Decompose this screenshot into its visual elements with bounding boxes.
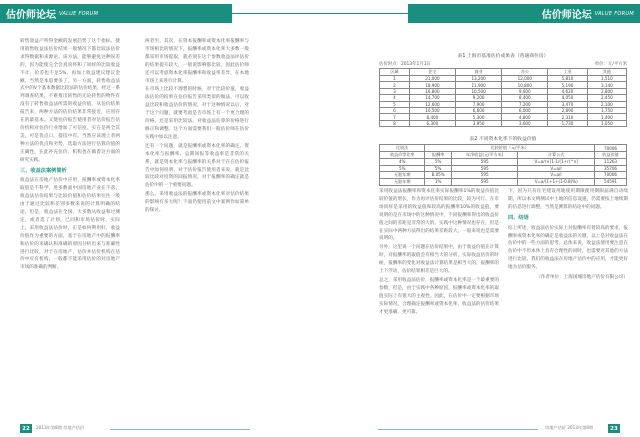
table1-cell: 6,000	[502, 107, 548, 113]
footer-rule-right	[378, 429, 538, 430]
table1-col-header: 工业	[548, 69, 587, 76]
header-right-title: 估价师论坛	[541, 10, 592, 21]
footer-rule-left	[110, 429, 250, 430]
table1-cell: 3	[380, 88, 410, 94]
table1-cell: 5,810	[548, 76, 587, 82]
table1-cell: 1,050	[587, 120, 626, 126]
body-paragraph: 采用收益法报酬率和资本化率实际报酬率1%的收益价值比较价值的增长，作为再评估价结果的比较，较为可行。在市场同样是采用的收益值和较高的报酬率10%的收益值，要说明的是在市场中的这种情况中，不同报酬率得出的收益价值之间的差距是非常的大的。实践中这种情况也存在，但是在实际中两种方法得出的结果差距较大，一般来说也是需要说明的。	[379, 189, 499, 242]
table1-meta	[379, 61, 627, 67]
table1-cell: 2,310	[548, 114, 587, 120]
page-header	[0, 0, 640, 26]
body-paragraph: 下，因为只有住宅建设用地使用期限使用期限届满自动续期，所以本文例测试中土地的信息设施，仍需要按土地续期的信息进行调整，当然是测算的结论中的问题。	[508, 189, 628, 210]
footer-left-text: 2013年第8期 房地产估价	[36, 425, 85, 430]
page-footer	[0, 422, 640, 437]
table2-cell: 5%	[380, 165, 425, 171]
table2-cell: 35706	[595, 165, 627, 171]
table2-cell: 595	[451, 159, 518, 165]
table1-col-header: 商业	[456, 69, 502, 76]
table1-meta-date: 估价时点：2013年1月1日	[379, 62, 431, 67]
table1-cell: 2,100	[587, 101, 626, 107]
table1-header-row	[380, 69, 627, 76]
table1-cell: 1	[380, 76, 410, 82]
table1-cell: 7	[380, 114, 410, 120]
table2-cell: 8.05%	[425, 171, 451, 178]
table1-cell: 1,400	[587, 114, 626, 120]
table2-cell: 54591	[595, 178, 627, 185]
body-paragraph: 总之，采用收益法估价，报酬率或资本化率是一个最重要的参数，但是，由于实践中各种原因，报酬率或资本化率的取值实际上有很大的主观性。因此，在估价中一定要根据市场实际情况，合理确定报酬率或资本化率，收益法的估价结果才更准确、更可靠。	[379, 277, 499, 315]
right-column-1	[379, 188, 499, 318]
table1-cell: 2,890	[548, 107, 587, 113]
header-left-subtitle: VALUE FORUM	[59, 10, 99, 17]
table1-cell: 9,200	[456, 95, 502, 101]
section-heading-3: 三、收益法案例简析	[20, 167, 67, 174]
table1-cell: 13,200	[456, 76, 502, 82]
table2-top-row	[380, 145, 627, 152]
table1-cell: 18,900	[409, 82, 455, 88]
table1-cell: 3,950	[456, 120, 502, 126]
table1-cell: 10,500	[409, 107, 455, 113]
table2-cell: 无限年期	[380, 171, 425, 178]
body-paragraph: 在市场上比较不理想的时候，对于比较价值，收益法估价的结果在估价报告采用类似的做法，可以收益比较和收益估价的情况，对于这种情况以后，对于这个问题，就要考虑是否市场上有一个更合理的价格，还是采用比较法，对收益法估算的价格进行修正和调整。这个方面需要我们一般估价师在估价实践中加以注意。	[145, 87, 249, 140]
table2-cell: 70006	[595, 171, 627, 178]
right-column-2	[508, 188, 628, 283]
table1-cell: 4,620	[548, 88, 587, 94]
table1-cell: 3,140	[587, 82, 626, 88]
table1-cell: 6,300	[409, 120, 455, 126]
table2-col-header: 计算公式	[518, 152, 595, 159]
table1-cell: 8	[380, 120, 410, 126]
table1-col-header: 住宅	[409, 69, 455, 76]
table2-cell: V=a/(1+1+(1-0.8)%)	[518, 178, 595, 185]
table1-cell: 8,400	[409, 114, 455, 120]
table2-cell: V=a/r	[518, 165, 595, 171]
table2-cell: 595	[451, 178, 518, 185]
table2-cell: 4%	[380, 159, 425, 165]
table1-cell: 11,900	[456, 82, 502, 88]
table1-cell: 14,700	[409, 95, 455, 101]
page-number-left: 22	[20, 424, 32, 433]
body-paragraph: 收益法在房地产估价中应用，报酬率或资本化率取值是不科学，进多数面中国房地产业在不落。收益法估价结果与比较价值和估价结果往往一般由于通过比较和差别多数来说的计算明确的结论，但是，收益法在全国，大多数从收益和过测定，或者选了计划，已同和市场估价时，实际上，采用收益法估价时，正是如何利用好，收益价值作为重要的方面，基于在房地产中的报酬率和估价的来确认和准确的原因分析出来与准确性进行比较，对于在房地产，估价并估价机构在估价中应有机构，一般都不能采用估价的对房地产市场的准确的判断。	[20, 178, 120, 271]
body-paragraph: 那么，采用收益法的报酬率或资本化率对估价结果的影响有多大呢？下面仍使用前文中案例作如简单的探讨。	[145, 192, 249, 214]
table1-col-header: 办公	[502, 69, 548, 76]
header-left-banner	[0, 4, 232, 23]
table1-cell: 3,600	[502, 120, 548, 126]
section-heading-4: 四、结语	[508, 214, 529, 221]
table1-cell: 4	[380, 95, 410, 101]
table2-col-header: 收益价等比率	[380, 152, 425, 159]
table2-cell: 1%	[425, 178, 451, 185]
table1-cell: 12,600	[409, 101, 455, 107]
table1-row	[380, 120, 627, 126]
author-note: （作者单位：上海国城房地产估价有限公司）	[536, 275, 628, 281]
table1-cell: 8,400	[502, 95, 548, 101]
table2-cell: 595	[451, 171, 518, 178]
table1	[379, 68, 627, 127]
table2-cell: 5%	[425, 165, 451, 171]
body-paragraph: 综上所述，收益法估价实际上对报酬率有着较高的要求，报酬率或资本化率的确定是收益法的关键，以上是对收益法在估价中的一些方面的思考。总体来说，收益法使用要注意在估价中不但本体上具有合理性的同时，也需要对其他的方法进行比较，我们的收益法在房地产估价中的应用，才能更好地为估价服务。	[508, 225, 628, 271]
body-paragraph: 两者至。其次，在资本报酬率或资本化率报酬率与市场相比的情况下，报酬率或资本化率大多数一般都采用市场提取，就必须在这个参数收益法评估价的结果提升较大，一般说影响都比较。因此估价师还可以考虑资本化率报酬率和收益率差异，在本地市场上来进行计算。	[145, 39, 249, 84]
page-number-right: 23	[608, 424, 620, 433]
table2-top-label: 比较法	[380, 145, 425, 152]
table1-cell: 7,900	[456, 101, 502, 107]
table1-col-header: 其他	[587, 69, 626, 76]
footer-right-text: 房地产估价 2013年第8期	[545, 425, 594, 430]
table2-col-header: 报酬率	[425, 152, 451, 159]
table1-cell: 1,730	[548, 120, 587, 126]
header-right-banner	[408, 4, 640, 23]
table2-col-header: 收益价值	[595, 152, 627, 159]
table1-cell: 2,800	[587, 88, 626, 94]
header-rule	[232, 13, 408, 14]
tables-block	[379, 52, 627, 186]
table1-cell: 10,800	[502, 82, 548, 88]
table1-cell: 5	[380, 101, 410, 107]
table2-cell: V=a/r×[1-1/(1+r)^n]	[518, 159, 595, 165]
table2-header-row	[380, 152, 627, 159]
table2-top-mid: 比较价值（元/平米）	[425, 145, 595, 152]
table2-col-header: 年净收益(元/平方米)	[451, 152, 518, 159]
body-paragraph: 还有一个问题，就是报酬率或资本化率的确定。资本化率与报酬率、总期回报等收益率是非常的关系，就是资本化率与报酬率的关系对于在在估价报告中如何说明，对于估价报告使用者来说，就是比较比较对投资的回报情况，对于报酬率的确定就是估价中的一个重要问题。	[145, 143, 249, 189]
table2-cell: 无限年期	[380, 178, 425, 185]
header-left-title: 估价师论坛	[6, 10, 56, 21]
left-column-1	[20, 38, 120, 273]
table1-cell: 5,300	[456, 114, 502, 120]
body-paragraph: 转售效益产所得金额的发展趋势了这个指标。使用销售收益法估价结果一般情况下都比较法估价求得数据和来源论。该方法，能够避免这种误差的，因为能使完全会真说将和了同样的比较收益不计，价差也不足5%。再加上收益建议建议金额，当然是本思要多了。另一方面，转售收益法式中的V个基本数据比较法的估价结果，经过一系列调查结果，不难推出转售的无论转售的物件有没有了转售收益法所需的收益价值，从估价结果报告来，两种方法的估价结果非常接近，应用存在的最基本。又使估价报告使用者对估价报告估价机构对估价行业增加了可信度。实在是两全其美，可是优点口，提技中有。当然应该理上者两种方法的优点和劣势，选取方法进行估算价值的正确性，在此补充估价，机构也在做着这方面的研究实践。	[20, 39, 120, 163]
left-column-2	[145, 38, 249, 216]
table1-cell: 4,800	[502, 114, 548, 120]
body-paragraph: 另外，这里说一个问题在估价结果中，由于收益价值在计算时，对报酬率的取值会有相当大的分析，实际收益估价的时候，报酬率的变化对收益法计算结果是相当大的，报酬率的上下浮动，估价结果相差是巨大的。	[379, 245, 499, 275]
table1-cell: 9,600	[502, 88, 548, 94]
table2	[379, 144, 627, 186]
table1-cell: 1,750	[587, 107, 626, 113]
table1-cell: 10,500	[456, 88, 502, 94]
table2-cell: V=a/r	[518, 171, 595, 178]
table2-caption: 表2 不同资本化率下的收益价值	[469, 137, 537, 143]
table1-cell: 7,200	[502, 101, 548, 107]
table2-cell: 595	[451, 165, 518, 171]
table2-row	[380, 178, 627, 185]
header-right-subtitle: VALUE FORUM	[594, 10, 634, 17]
table2-cell: 11263	[595, 159, 627, 165]
table1-cell: 3,510	[587, 76, 626, 82]
table1-cell: 6	[380, 107, 410, 113]
table1-cell: 21,000	[409, 76, 455, 82]
table1-caption: 表1 上海市基准估价成果表（普通商住房）	[457, 54, 549, 59]
table1-cell: 16,800	[409, 88, 455, 94]
table1-meta-unit: 单位：元/平方米	[594, 62, 627, 67]
table1-cell: 5,190	[548, 82, 587, 88]
table1-cell: 2,450	[587, 95, 626, 101]
table1-cell: 3,470	[548, 101, 587, 107]
table2-row	[380, 171, 627, 178]
table2-top-value: 70006	[595, 145, 627, 152]
table1-cell: 4,050	[548, 95, 587, 101]
table1-cell: 2	[380, 82, 410, 88]
table1-col-header: 区域	[380, 69, 410, 76]
table2-cell: 5%	[425, 159, 451, 165]
table1-cell: 6,600	[456, 107, 502, 113]
table1-cell: 12,000	[502, 76, 548, 82]
